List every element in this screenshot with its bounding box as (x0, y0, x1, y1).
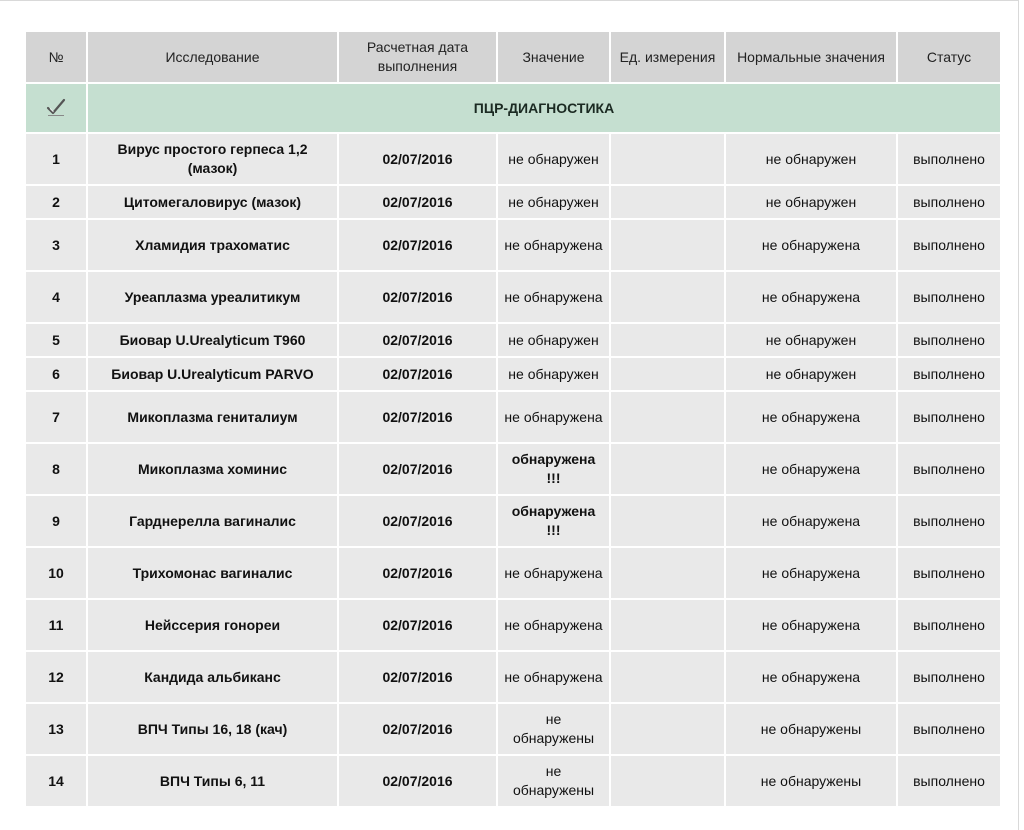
cell-num: 1 (26, 134, 86, 184)
cell-normal: не обнаружена (726, 392, 896, 442)
cell-num: 10 (26, 548, 86, 598)
cell-study: Цитомегаловирус (мазок) (88, 186, 337, 218)
cell-normal: не обнаружена (726, 272, 896, 322)
cell-normal: не обнаружен (726, 134, 896, 184)
results-table (24, 30, 1002, 808)
table-row (26, 272, 1000, 322)
cell-value: не обнаружена (498, 548, 609, 598)
cell-study: Гарднерелла вагиналис (88, 496, 337, 546)
table-row (26, 652, 1000, 702)
cell-study: ВПЧ Типы 16, 18 (кач) (88, 704, 337, 754)
cell-num: 12 (26, 652, 86, 702)
column-header-normal: Нормальные значения (726, 32, 896, 82)
cell-status: выполнено (898, 704, 1000, 754)
cell-value: не обнаружены (498, 756, 609, 806)
table-row (26, 358, 1000, 390)
cell-study: Вирус простого герпеса 1,2 (мазок) (88, 134, 337, 184)
table-row (26, 548, 1000, 598)
header-row (26, 32, 1000, 82)
cell-status: выполнено (898, 496, 1000, 546)
cell-num: 4 (26, 272, 86, 322)
cell-value: не обнаружена (498, 272, 609, 322)
cell-date: 02/07/2016 (339, 444, 496, 494)
table-row (26, 220, 1000, 270)
cell-num: 14 (26, 756, 86, 806)
cell-unit (611, 392, 724, 442)
cell-status: выполнено (898, 756, 1000, 806)
cell-value: обнаружена !!! (498, 444, 609, 494)
cell-value: не обнаружен (498, 186, 609, 218)
cell-normal: не обнаружен (726, 324, 896, 356)
cell-unit (611, 652, 724, 702)
cell-normal: не обнаружена (726, 600, 896, 650)
cell-unit (611, 186, 724, 218)
cell-study: Трихомонас вагиналис (88, 548, 337, 598)
cell-date: 02/07/2016 (339, 756, 496, 806)
column-header-num: № (26, 32, 86, 82)
cell-normal: не обнаружены (726, 756, 896, 806)
table-row (26, 186, 1000, 218)
cell-status: выполнено (898, 652, 1000, 702)
cell-normal: не обнаружены (726, 704, 896, 754)
cell-study: Нейссерия гонореи (88, 600, 337, 650)
cell-num: 9 (26, 496, 86, 546)
cell-study: Микоплазма гениталиум (88, 392, 337, 442)
cell-status: выполнено (898, 358, 1000, 390)
cell-study: ВПЧ Типы 6, 11 (88, 756, 337, 806)
cell-date: 02/07/2016 (339, 600, 496, 650)
cell-status: выполнено (898, 444, 1000, 494)
cell-unit (611, 220, 724, 270)
cell-value: не обнаружена (498, 392, 609, 442)
cell-num: 6 (26, 358, 86, 390)
cell-status: выполнено (898, 548, 1000, 598)
cell-unit (611, 272, 724, 322)
cell-value: не обнаружена (498, 600, 609, 650)
cell-num: 7 (26, 392, 86, 442)
section-title: ПЦР-ДИАГНОСТИКА (88, 84, 1000, 132)
cell-study: Хламидия трахоматис (88, 220, 337, 270)
cell-value: не обнаружен (498, 324, 609, 356)
cell-normal: не обнаружен (726, 358, 896, 390)
checkmark-icon (45, 96, 67, 118)
cell-normal: не обнаружена (726, 652, 896, 702)
cell-value: обнаружена !!! (498, 496, 609, 546)
cell-unit (611, 444, 724, 494)
section-checkbox[interactable] (26, 84, 86, 132)
cell-study: Кандида альбиканс (88, 652, 337, 702)
cell-normal: не обнаружена (726, 444, 896, 494)
column-header-status: Статус (898, 32, 1000, 82)
table-row (26, 756, 1000, 806)
cell-date: 02/07/2016 (339, 392, 496, 442)
column-header-value: Значение (498, 32, 609, 82)
cell-study: Биовар U.Urealyticum T960 (88, 324, 337, 356)
cell-date: 02/07/2016 (339, 704, 496, 754)
cell-num: 3 (26, 220, 86, 270)
cell-num: 8 (26, 444, 86, 494)
cell-status: выполнено (898, 324, 1000, 356)
cell-value: не обнаружен (498, 358, 609, 390)
table-row (26, 392, 1000, 442)
cell-num: 5 (26, 324, 86, 356)
cell-value: не обнаружены (498, 704, 609, 754)
cell-status: выполнено (898, 600, 1000, 650)
table-row (26, 324, 1000, 356)
cell-date: 02/07/2016 (339, 134, 496, 184)
cell-status: выполнено (898, 220, 1000, 270)
cell-date: 02/07/2016 (339, 496, 496, 546)
cell-date: 02/07/2016 (339, 548, 496, 598)
cell-date: 02/07/2016 (339, 652, 496, 702)
cell-unit (611, 324, 724, 356)
cell-num: 11 (26, 600, 86, 650)
cell-date: 02/07/2016 (339, 272, 496, 322)
column-header-study: Исследование (88, 32, 337, 82)
cell-date: 02/07/2016 (339, 358, 496, 390)
cell-unit (611, 756, 724, 806)
cell-study: Уреаплазма уреалитикум (88, 272, 337, 322)
cell-status: выполнено (898, 272, 1000, 322)
table-row (26, 704, 1000, 754)
cell-value: не обнаружен (498, 134, 609, 184)
cell-normal: не обнаружена (726, 496, 896, 546)
section-row (26, 84, 1000, 132)
cell-unit (611, 358, 724, 390)
cell-unit (611, 704, 724, 754)
cell-normal: не обнаружена (726, 548, 896, 598)
cell-status: выполнено (898, 134, 1000, 184)
cell-unit (611, 548, 724, 598)
table-row (26, 444, 1000, 494)
table-row (26, 134, 1000, 184)
column-header-unit: Ед. измерения (611, 32, 724, 82)
cell-unit (611, 496, 724, 546)
cell-unit (611, 600, 724, 650)
cell-value: не обнаружена (498, 652, 609, 702)
cell-num: 13 (26, 704, 86, 754)
cell-date: 02/07/2016 (339, 324, 496, 356)
cell-date: 02/07/2016 (339, 186, 496, 218)
cell-normal: не обнаружена (726, 220, 896, 270)
cell-normal: не обнаружен (726, 186, 896, 218)
column-header-date: Расчетная дата выполнения (339, 32, 496, 82)
cell-unit (611, 134, 724, 184)
cell-status: выполнено (898, 392, 1000, 442)
table-row (26, 496, 1000, 546)
cell-study: Микоплазма хоминис (88, 444, 337, 494)
cell-date: 02/07/2016 (339, 220, 496, 270)
cell-study: Биовар U.Urealyticum PARVO (88, 358, 337, 390)
cell-value: не обнаружена (498, 220, 609, 270)
cell-num: 2 (26, 186, 86, 218)
cell-status: выполнено (898, 186, 1000, 218)
table-row (26, 600, 1000, 650)
